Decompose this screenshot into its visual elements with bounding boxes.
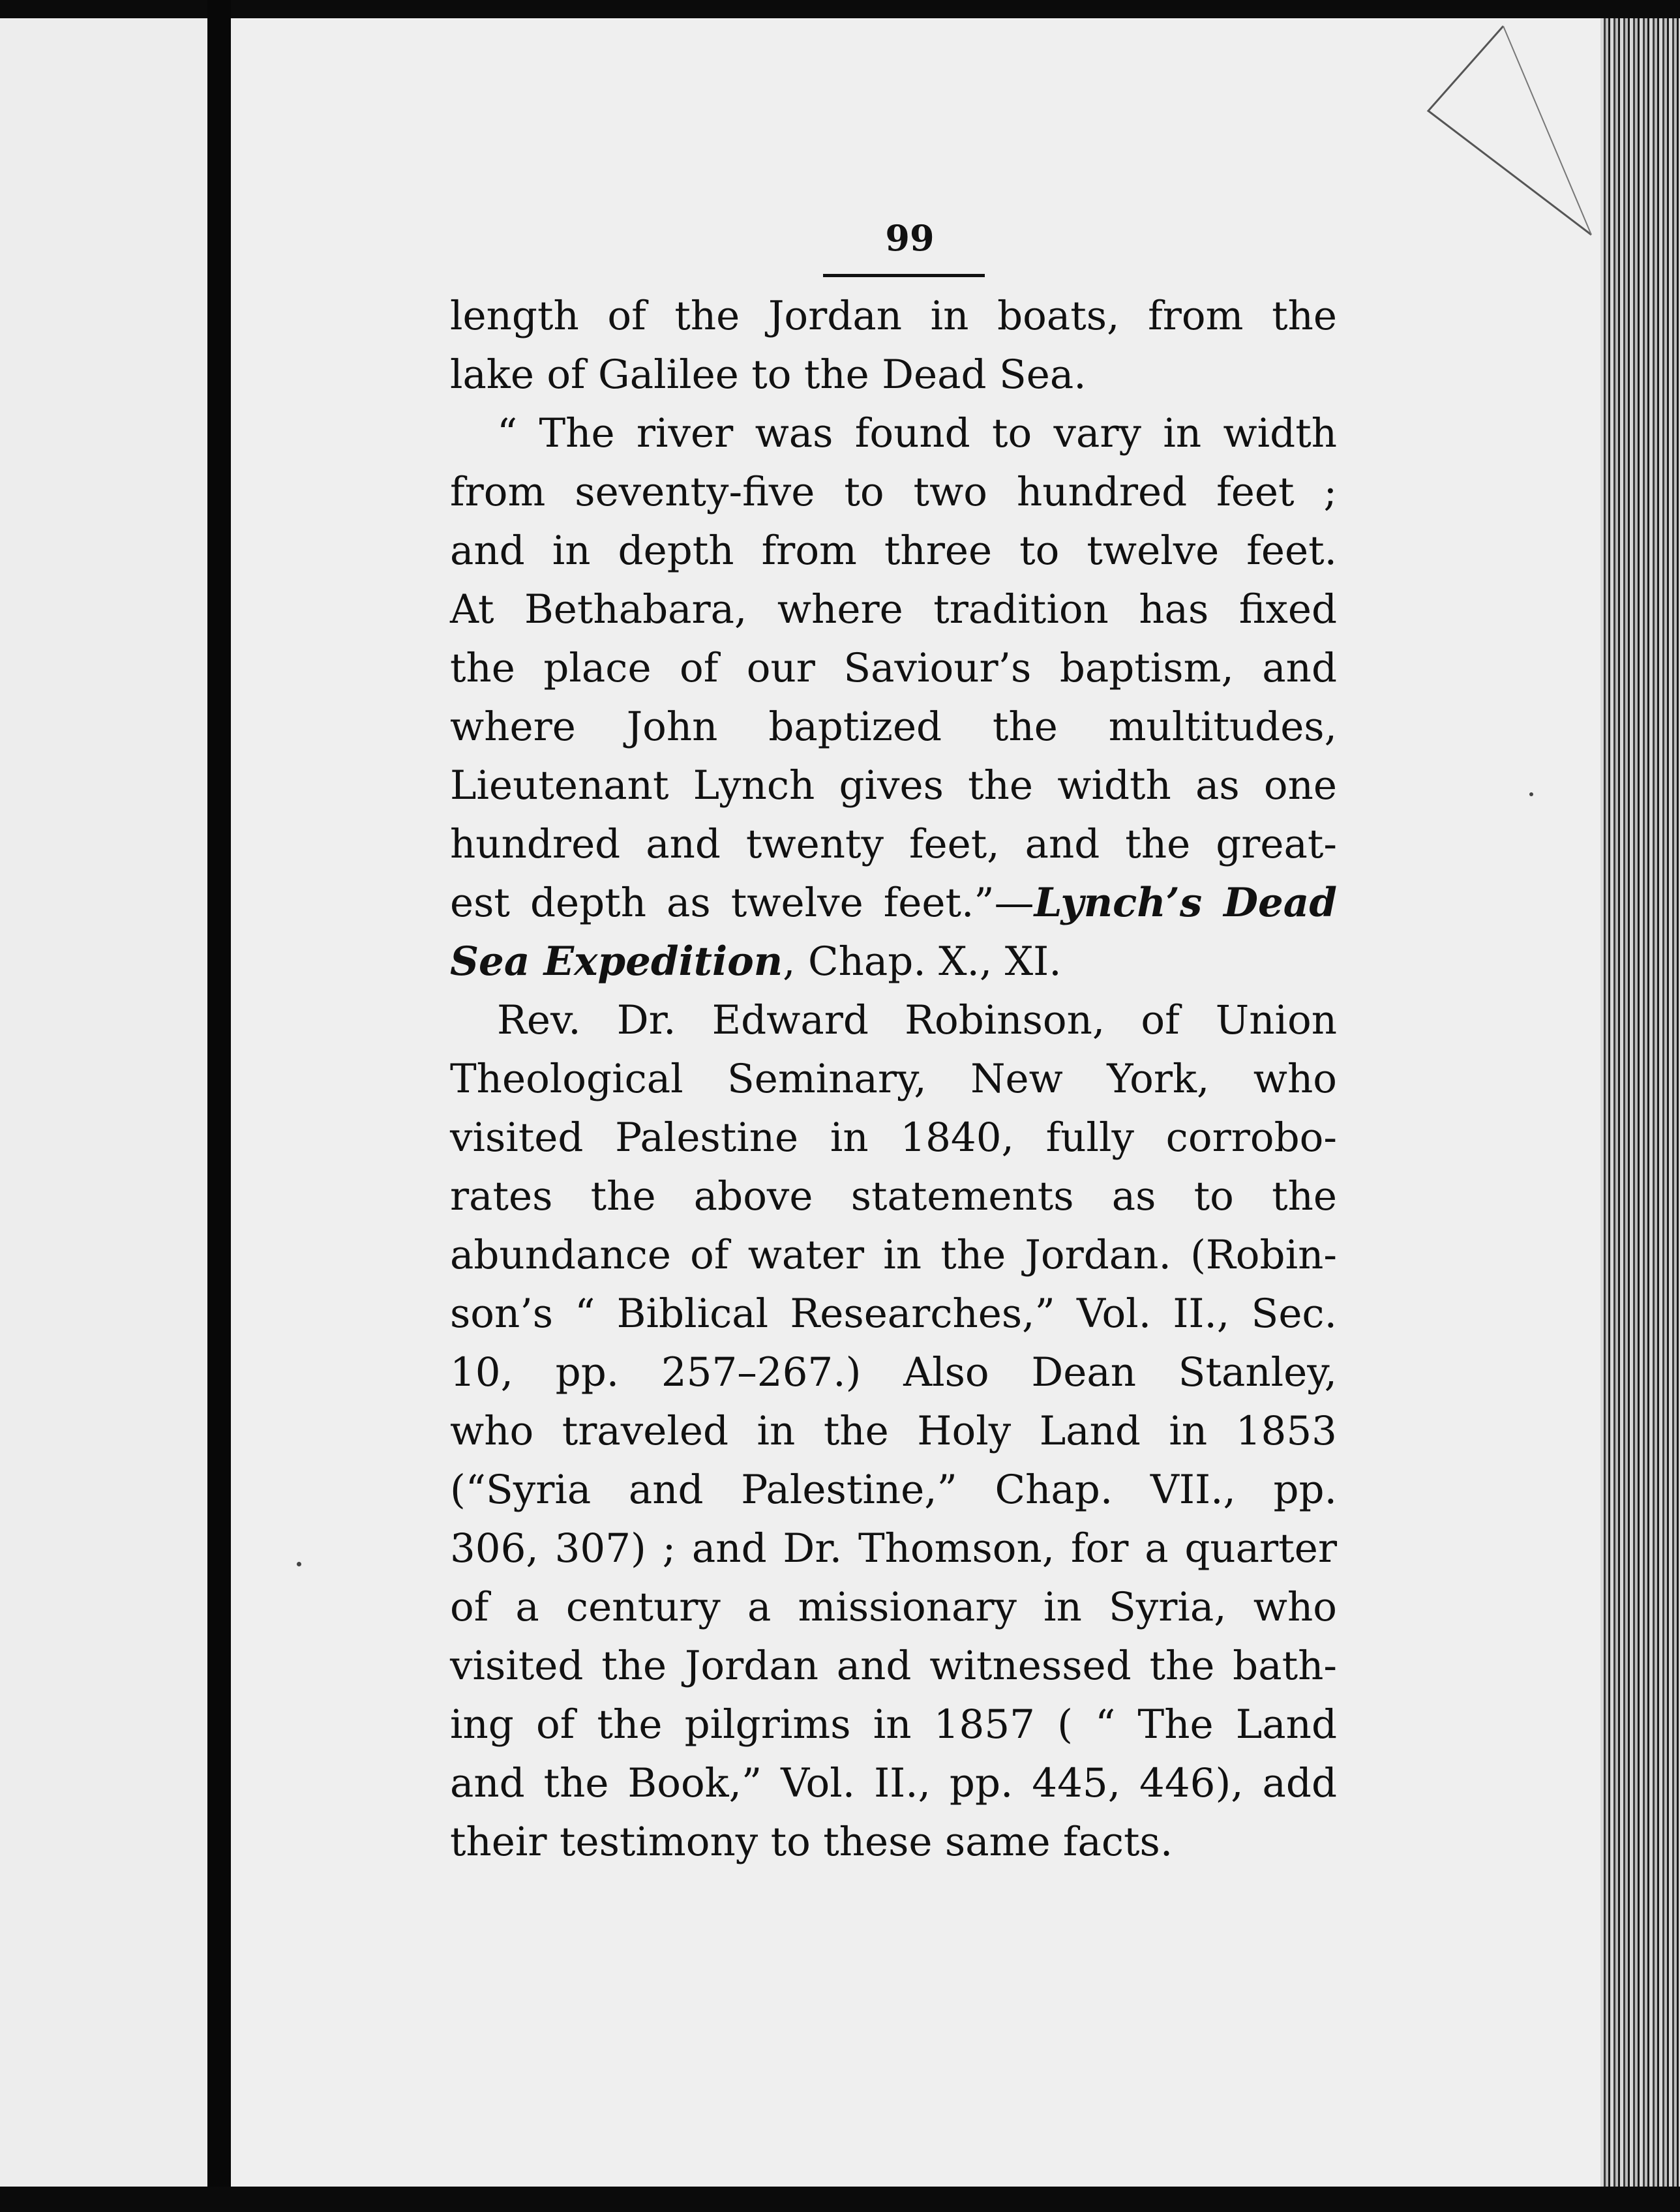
page-number: 99 bbox=[885, 217, 935, 259]
text-line bbox=[450, 1109, 1337, 1167]
text-run: “ The river was found to vary in width bbox=[497, 410, 1337, 456]
text-run: , Chap. X., XI. bbox=[783, 938, 1062, 985]
page-fold-mark bbox=[1415, 20, 1604, 254]
text-line bbox=[450, 698, 1337, 756]
text-run: Lieutenant Lynch gives the width as one bbox=[450, 762, 1337, 809]
text-line bbox=[450, 1285, 1337, 1343]
text-line bbox=[450, 1578, 1337, 1637]
italic-citation: Lynch’s Dead bbox=[1034, 880, 1337, 926]
text-line bbox=[450, 991, 1337, 1050]
text-run: abundance of water in the Jordan. (Robin- bbox=[450, 1232, 1337, 1278]
text-line bbox=[450, 756, 1337, 815]
text-run: At Bethabara, where tradition has fixed bbox=[450, 586, 1337, 633]
text-run: hundred and twenty feet, and the great- bbox=[450, 821, 1337, 867]
text-run: and the Book,” Vol. II., pp. 445, 446), add bbox=[450, 1760, 1337, 1806]
text-run: Theological Seminary, New York, who bbox=[450, 1056, 1337, 1102]
text-line bbox=[450, 1167, 1337, 1226]
scan-speck bbox=[1529, 792, 1533, 796]
text-line bbox=[450, 1637, 1337, 1696]
text-run: of a century a missionary in Syria, who bbox=[450, 1584, 1337, 1630]
text-line bbox=[450, 874, 1337, 933]
text-line bbox=[450, 287, 1337, 346]
text-run: 306, 307) ; and Dr. Thomson, for a quarter bbox=[450, 1525, 1337, 1572]
text-run: length of the Jordan in boats, from the bbox=[450, 293, 1337, 339]
text-line bbox=[450, 1050, 1337, 1109]
text-run: visited the Jordan and witnessed the bath- bbox=[450, 1643, 1337, 1689]
text-line bbox=[450, 1461, 1337, 1519]
text-run: lake of Galilee to the Dead Sea. bbox=[450, 351, 1087, 398]
text-run: from seventy-five to two hundred feet ; bbox=[450, 469, 1337, 515]
text-run: son’s “ Biblical Researches,” Vol. II., Sec. bbox=[450, 1291, 1337, 1337]
text-line bbox=[450, 1402, 1337, 1461]
book-spine bbox=[207, 0, 231, 2212]
text-line bbox=[450, 580, 1337, 639]
text-run: the place of our Saviour’s baptism, and bbox=[450, 645, 1337, 691]
text-run: (“Syria and Palestine,” Chap. VII., pp. bbox=[450, 1467, 1337, 1513]
text-line bbox=[450, 1519, 1337, 1578]
text-run: where John baptized the multitudes, bbox=[450, 704, 1337, 750]
text-line bbox=[450, 815, 1337, 874]
text-run: ing of the pilgrims in 1857 ( “ The Land bbox=[450, 1701, 1337, 1748]
left-page bbox=[0, 18, 207, 2187]
text-line bbox=[450, 522, 1337, 580]
page-edges bbox=[1600, 18, 1680, 2187]
text-run: and in depth from three to twelve feet. bbox=[450, 528, 1337, 574]
text-run: visited Palestine in 1840, fully corrobo- bbox=[450, 1114, 1337, 1161]
header-rule bbox=[823, 274, 985, 277]
text-line bbox=[450, 933, 1337, 991]
text-run: who traveled in the Holy Land in 1853 bbox=[450, 1408, 1337, 1454]
text-run: Rev. Dr. Edward Robinson, of Union bbox=[497, 997, 1337, 1043]
text-line bbox=[450, 1754, 1337, 1813]
scan-speck bbox=[297, 1562, 301, 1566]
text-line bbox=[450, 346, 1337, 404]
body-text bbox=[450, 287, 1337, 1872]
text-run: est depth as twelve feet.”— bbox=[450, 880, 1034, 926]
text-line bbox=[450, 639, 1337, 698]
text-line bbox=[450, 1226, 1337, 1285]
text-run: rates the above statements as to the bbox=[450, 1173, 1337, 1219]
text-line bbox=[450, 1696, 1337, 1754]
italic-citation: Sea Expedition bbox=[450, 938, 783, 985]
scan-border bbox=[0, 2187, 1680, 2212]
text-line bbox=[450, 404, 1337, 463]
text-run: 10, pp. 257–267.) Also Dean Stanley, bbox=[450, 1349, 1337, 1396]
text-run: their testimony to these same facts. bbox=[450, 1819, 1173, 1865]
text-line bbox=[450, 1813, 1337, 1872]
text-line bbox=[450, 463, 1337, 522]
text-line bbox=[450, 1343, 1337, 1402]
